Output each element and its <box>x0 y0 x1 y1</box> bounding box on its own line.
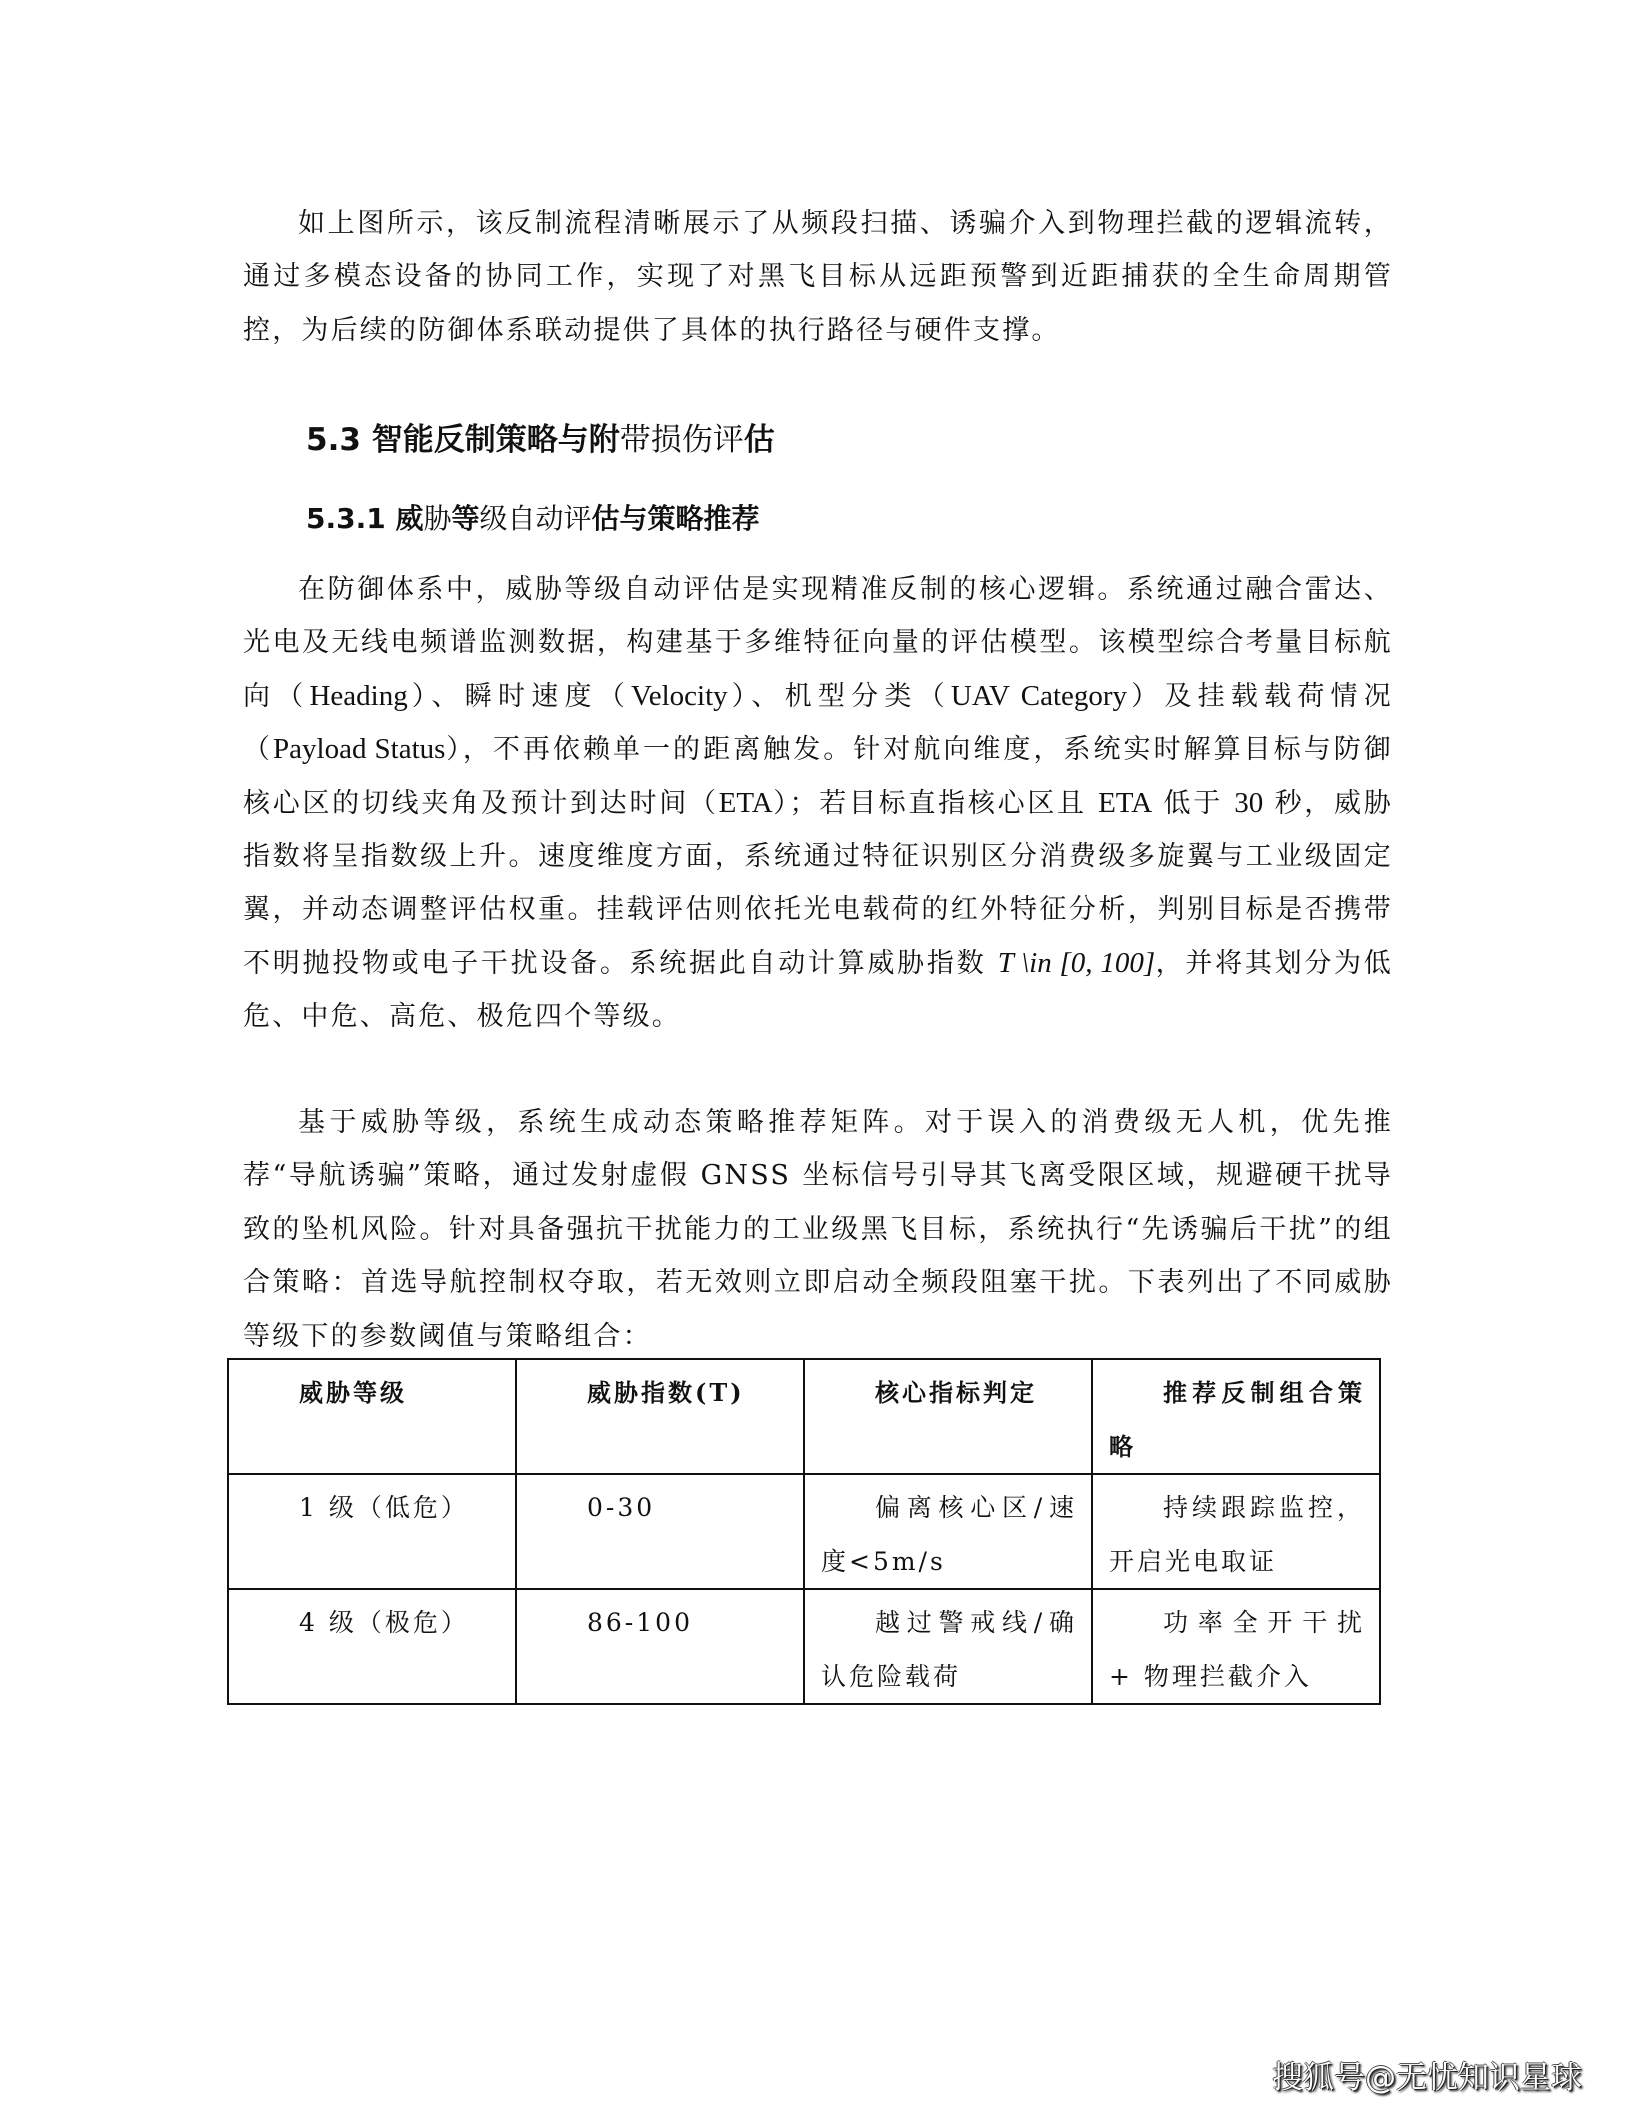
term-uav-category: UAV Category <box>950 679 1128 712</box>
subsection-title-part: 威 <box>395 502 424 535</box>
text-run: ）、机型分类（ <box>727 680 951 712</box>
text-run: ，并将其划分为低危、中危、高危、极危四个等级。 <box>243 947 1393 1033</box>
subsection-heading <box>306 498 760 540</box>
column-header-recommended-strategy: 推荐反制组合策略 <box>1092 1359 1380 1474</box>
cell-threat-index: 0-30 <box>516 1474 804 1589</box>
section-title-bold: 智能反制策略与附 <box>371 422 620 458</box>
column-header-core-criteria: 核心指标判定 <box>804 1359 1092 1474</box>
cell-threat-index: 86-100 <box>516 1589 804 1704</box>
strategy-paragraph: 基于威胁等级，系统生成动态策略推荐矩阵。对于误入的消费级无人机，优先推荐“导航诱骗”策略，通过发射虚假 GNSS 坐标信号引导其飞离受限区域，规避硬干扰导致的坠机风险。针对具备强抗干扰能力的工业级黑飞目标，系统执行“先诱骗后干扰”的组合策略：首选导航控制权夺取，若无效则立即启动全频段阻塞干扰。下表列出了不同威胁等级下的参数阈值与策略组合： <box>243 1107 1393 1352</box>
table-header-row <box>228 1359 1380 1474</box>
text-run: ），不再依赖单一的距离触发。针对航向维度，系统实时解算目标与防御核心区的切线夹角及预计到达时间（ <box>243 734 1393 819</box>
term-heading: Heading <box>309 679 408 712</box>
table-row <box>228 1474 1380 1589</box>
threat-level-table <box>227 1358 1381 1705</box>
cell-core-criteria: 偏离核心区/速度<5m/s <box>804 1474 1092 1589</box>
threat-assessment-paragraph <box>243 563 1393 1044</box>
column-header-threat-index: 威胁指数(T) <box>516 1359 804 1474</box>
cell-threat-level: 1 级（低危） <box>228 1474 516 1589</box>
intro-paragraph: 如上图所示，该反制流程清晰展示了从频段扫描、诱骗介入到物理拦截的逻辑流转，通过多模态设备的协同工作，实现了对黑飞目标从远距预警到近距捕获的全生命周期管控，为后续的防御体系联动提供了具体的执行路径与硬件支撑。 <box>243 208 1393 346</box>
threat-index-formula: T \in [0, 100] <box>997 946 1156 979</box>
subsection-title-part: 估与策略推荐 <box>591 502 760 535</box>
text-run: 秒，威胁指数将呈指数级上升。速度维度方面，系统通过特征识别区分消费级多旋翼与工业级固定翼，并动态调整评估权重。挂载评估则依托光电载荷的红外特征分析，判别目标是否携带不明抛投物或电子干扰设备。系统据此自动计算威胁指数 <box>243 787 1393 979</box>
cell-recommended-strategy: 持续跟踪监控，开启光电取证 <box>1092 1474 1380 1589</box>
text-run: 低于 <box>1163 787 1223 819</box>
section-number: 5.3 <box>306 422 361 458</box>
eta-threshold-value: 30 <box>1234 786 1264 819</box>
term-eta: ETA <box>718 786 773 819</box>
table-row <box>228 1589 1380 1704</box>
cell-recommended-strategy: 功率全开干扰 + 物理拦截介入 <box>1092 1589 1380 1704</box>
text-run: 在防御体系中，威胁等级自动评估是实现精准反制的核心逻辑。系统通过融合雷达、光电及无线电频谱监测数据，构建基于多维特征向量的评估模型。该模型综合考量目标航向（ <box>243 574 1393 712</box>
subsection-number: 5.3.1 <box>306 502 386 535</box>
subsection-title-part: 等 <box>451 502 480 535</box>
cell-core-criteria: 越过警戒线/确认危险载荷 <box>804 1589 1092 1704</box>
text-run: ）及挂载载荷情况（ <box>243 680 1394 766</box>
section-title-tail: 估 <box>743 422 775 458</box>
term-eta: ETA <box>1098 786 1153 819</box>
subsection-title-part: 级自动评 <box>479 502 592 535</box>
text-run: ）、瞬时速度（ <box>407 680 631 712</box>
term-payload-status: Payload Status <box>273 733 446 766</box>
watermark: 搜狐号@无忧知识星球 <box>1272 2060 1582 2096</box>
section-title-normal: 带损伤评 <box>619 422 744 458</box>
term-velocity: Velocity <box>630 679 728 712</box>
subsection-title-part: 胁 <box>423 502 452 535</box>
section-heading <box>306 418 775 462</box>
cell-threat-level: 4 级（极危） <box>228 1589 516 1704</box>
text-run: ）；若目标直指核心区且 <box>772 787 1087 819</box>
column-header-threat-level: 威胁等级 <box>228 1359 516 1474</box>
